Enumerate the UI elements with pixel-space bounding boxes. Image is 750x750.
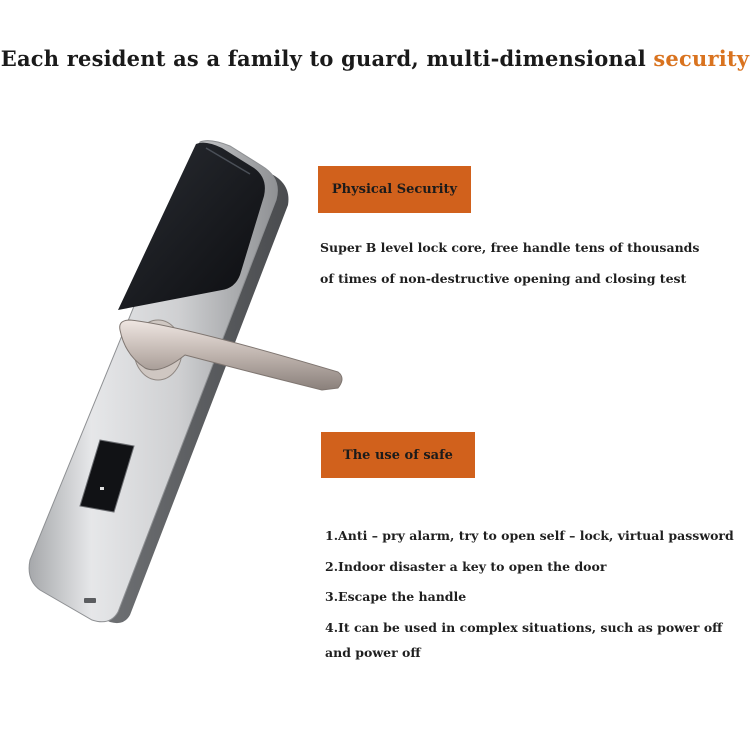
headline-accent: security	[653, 46, 750, 71]
physical-security-line: of times of non-destructive opening and closing test	[320, 271, 687, 286]
safe-use-item: 4.It can be used in complex situations, such as power off	[325, 620, 723, 635]
physical-security-title: Physical Security	[331, 182, 458, 197]
safe-use-item: 3.Escape the handle	[325, 589, 467, 604]
safe-use-item: 2.Indoor disaster a key to open the door	[325, 559, 607, 574]
headline-main: Each resident as a family to guard, multi-dimensional	[0, 46, 654, 71]
physical-security-line: Super B level lock core, free handle tens of thousands	[320, 240, 700, 255]
safe-use-badge	[321, 432, 475, 478]
safe-use-item: 1.Anti – pry alarm, try to open self – lock, virtual password	[325, 528, 734, 543]
card-reader-led	[100, 487, 104, 490]
physical-security-badge	[318, 166, 471, 213]
safe-use-item: and power off	[325, 645, 421, 660]
safe-use-title: The use of safe	[343, 447, 453, 463]
keyhole	[84, 598, 96, 603]
